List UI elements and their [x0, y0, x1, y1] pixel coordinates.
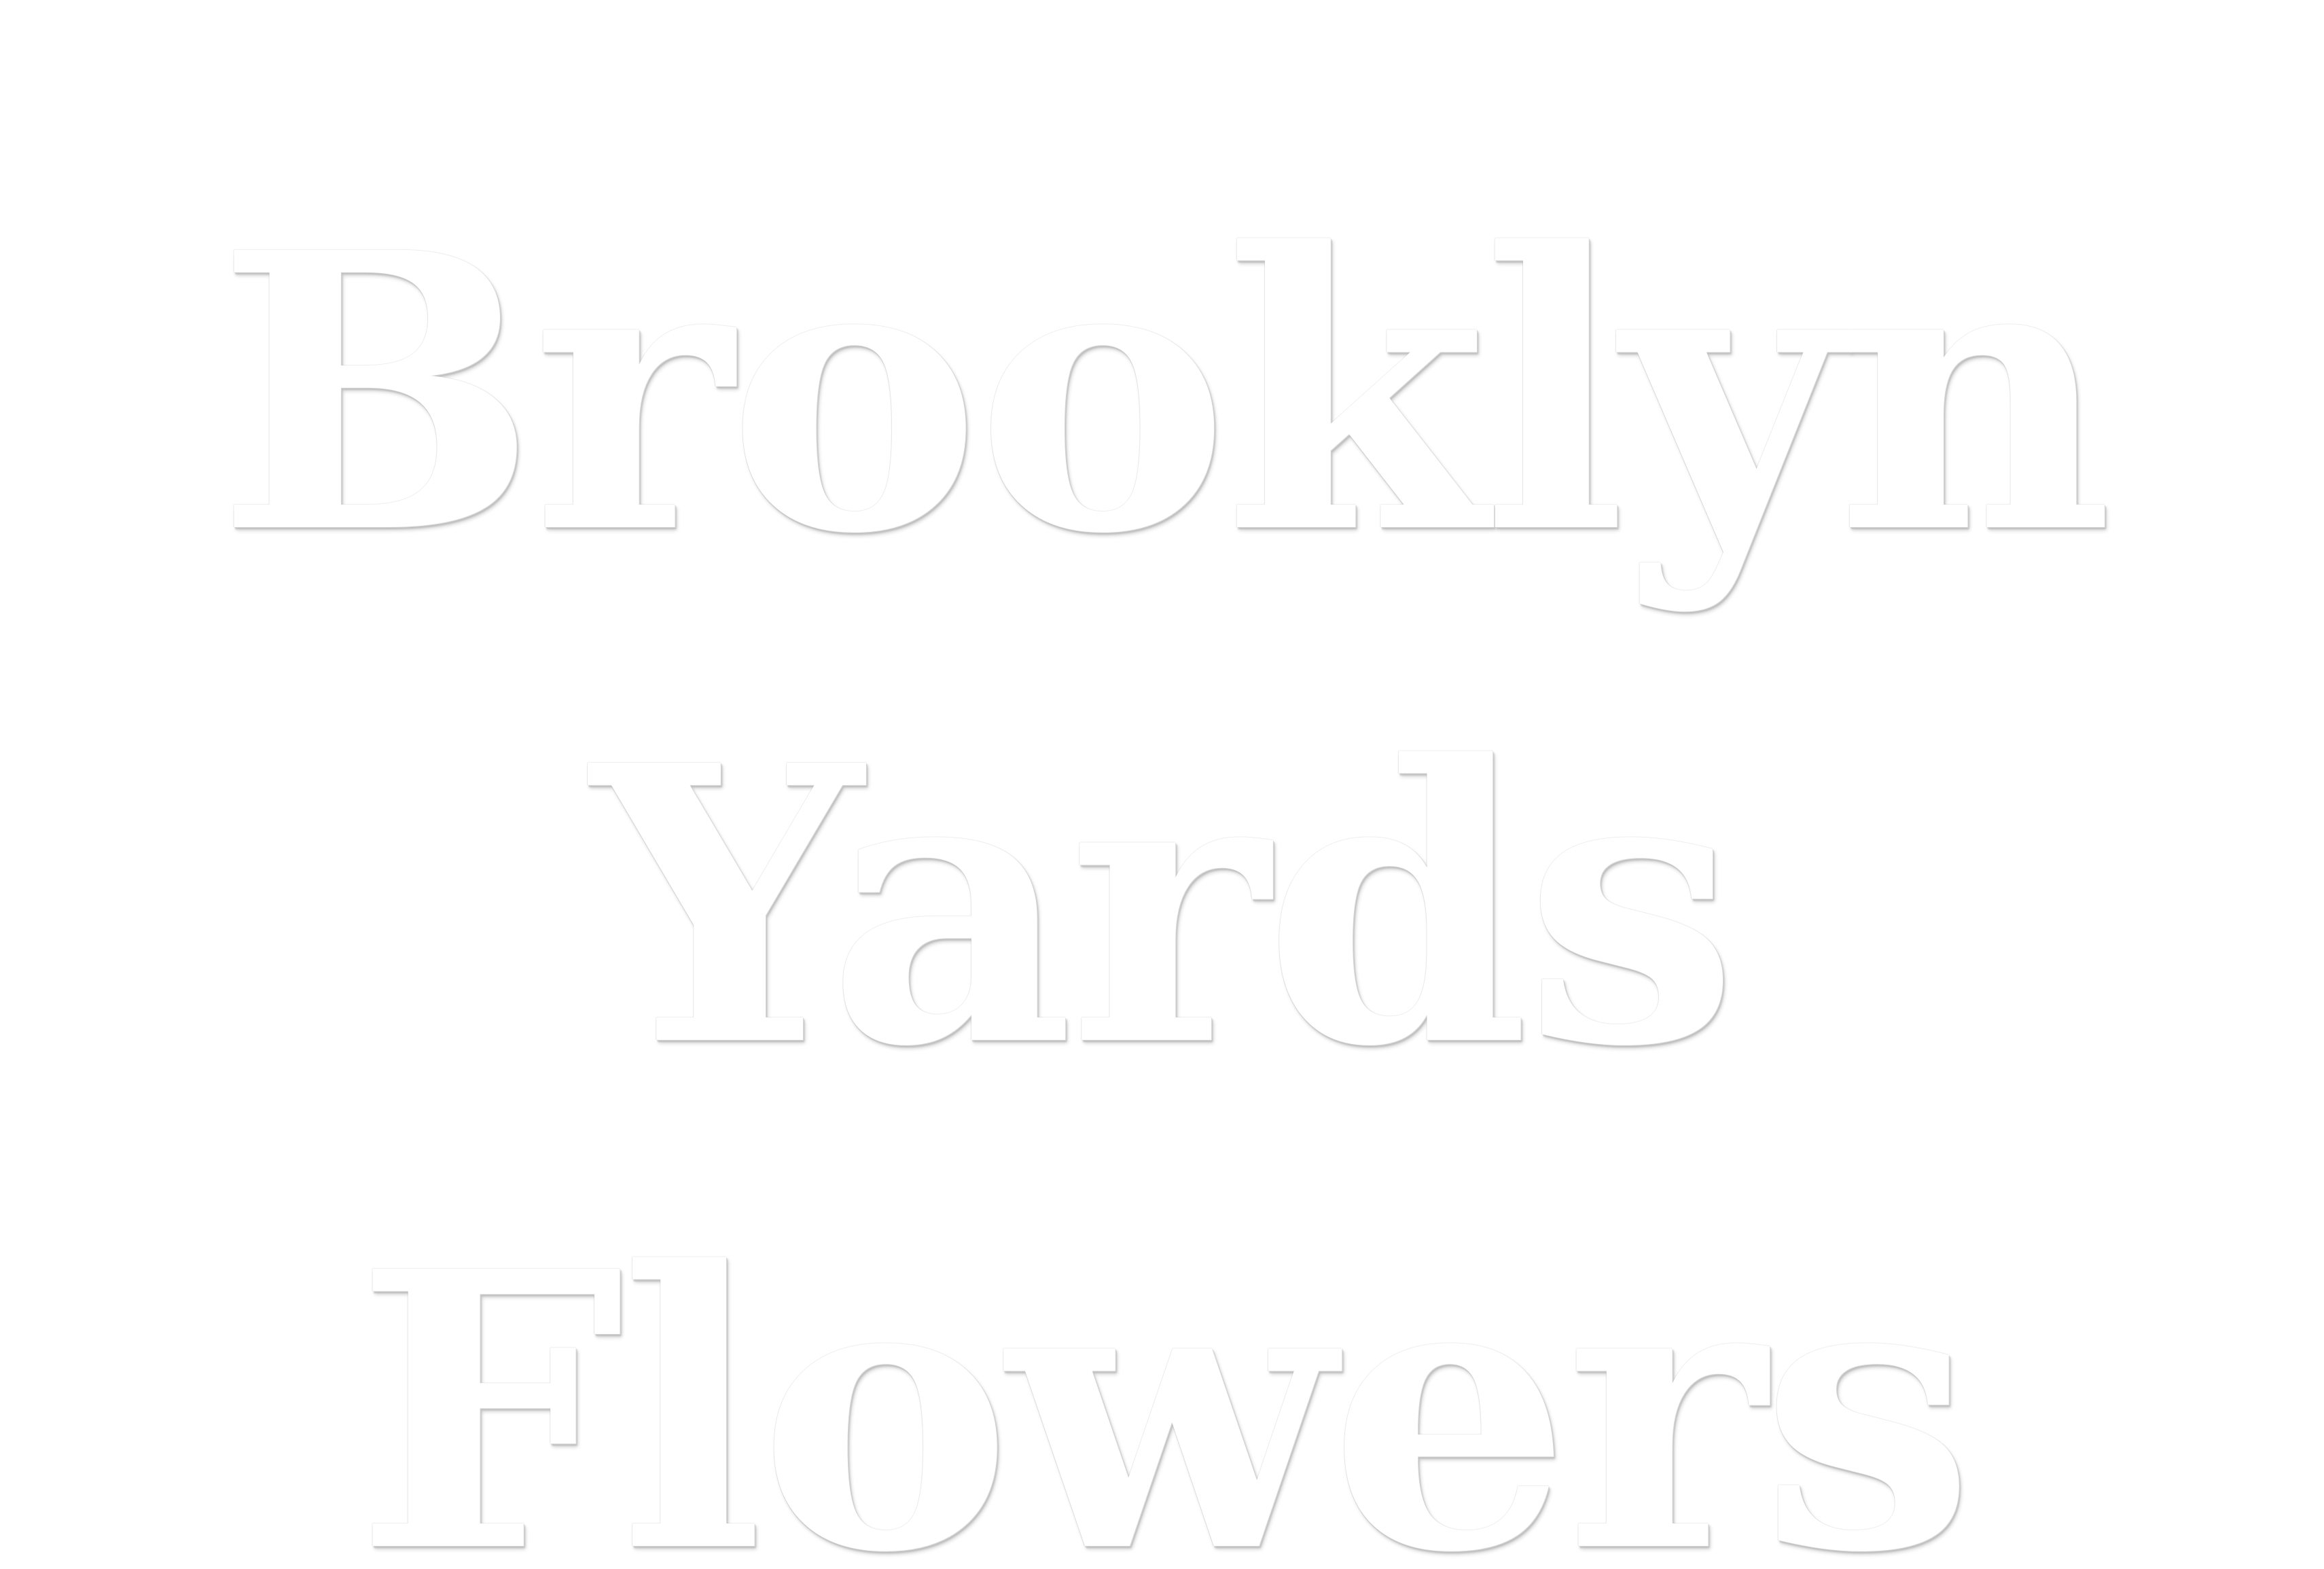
logo-line-flowers: Flowers	[355, 1189, 1969, 1569]
logo-line-yards: Yards	[590, 683, 1733, 1130]
logo-line-brooklyn: Brooklyn	[216, 170, 2108, 617]
